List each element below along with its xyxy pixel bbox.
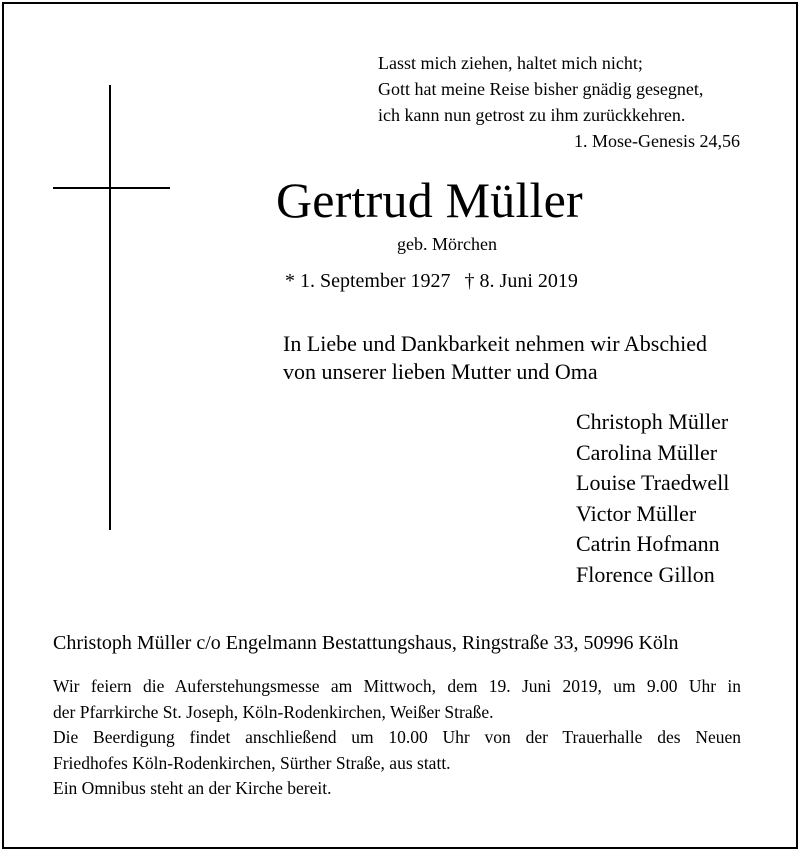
mourner-name: Christoph Müller	[576, 409, 729, 434]
burial-line: Die Beerdigung findet anschließend um 10.00 Uhr von der Trauerhalle des Neuen	[53, 727, 741, 747]
mourner-name: Louise Traedwell	[576, 470, 730, 495]
verse-line: ich kann nun getrost zu ihm zurückkehren.	[378, 105, 686, 125]
verse-line: Gott hat meine Reise bisher gnädig gesegnet,	[378, 79, 704, 99]
mourner-name: Carolina Müller	[576, 439, 718, 465]
service-info	[53, 674, 741, 802]
bus-notice: Ein Omnibus steht an der Kirche bereit.	[53, 778, 332, 798]
burial-line: Friedhofes Köln-Rodenkirchen, Sürther Straße, aus statt.	[53, 752, 451, 773]
farewell-line: In Liebe und Dankbarkeit nehmen wir Abschied	[283, 331, 707, 356]
verse-reference: 1. Mose-Genesis 24,56	[574, 131, 740, 151]
cross-icon-vertical	[109, 85, 111, 530]
verse-line: Lasst mich ziehen, haltet mich nicht;	[378, 53, 643, 73]
mourner-name: Catrin Hofmann	[576, 531, 720, 556]
birth-date: * 1. September 1927	[285, 270, 451, 292]
farewell-text	[283, 330, 707, 386]
cross-icon-horizontal	[53, 187, 170, 189]
mourner-name: Victor Müller	[576, 500, 697, 526]
mass-line: der Pfarrkirche St. Joseph, Köln-Rodenkirchen, Weißer Straße.	[53, 701, 494, 722]
bible-verse	[378, 50, 740, 154]
mourner-name: Florence Gillon	[576, 561, 715, 587]
farewell-line: von unserer lieben Mutter und Oma	[283, 359, 598, 384]
maiden-name: geb. Mörchen	[397, 234, 497, 254]
mass-line: Wir feiern die Auferstehungsmesse am Mittwoch, dem 19. Juni 2019, um 9.00 Uhr in	[53, 676, 741, 696]
contact-address: Christoph Müller c/o Engelmann Bestattungshaus, Ringstraße 33, 50996 Köln	[53, 632, 679, 654]
deceased-name: Gertrud Müller	[276, 172, 583, 228]
mourners-list	[576, 407, 729, 590]
death-date: † 8. Juni 2019	[464, 270, 578, 292]
life-dates	[285, 270, 578, 293]
